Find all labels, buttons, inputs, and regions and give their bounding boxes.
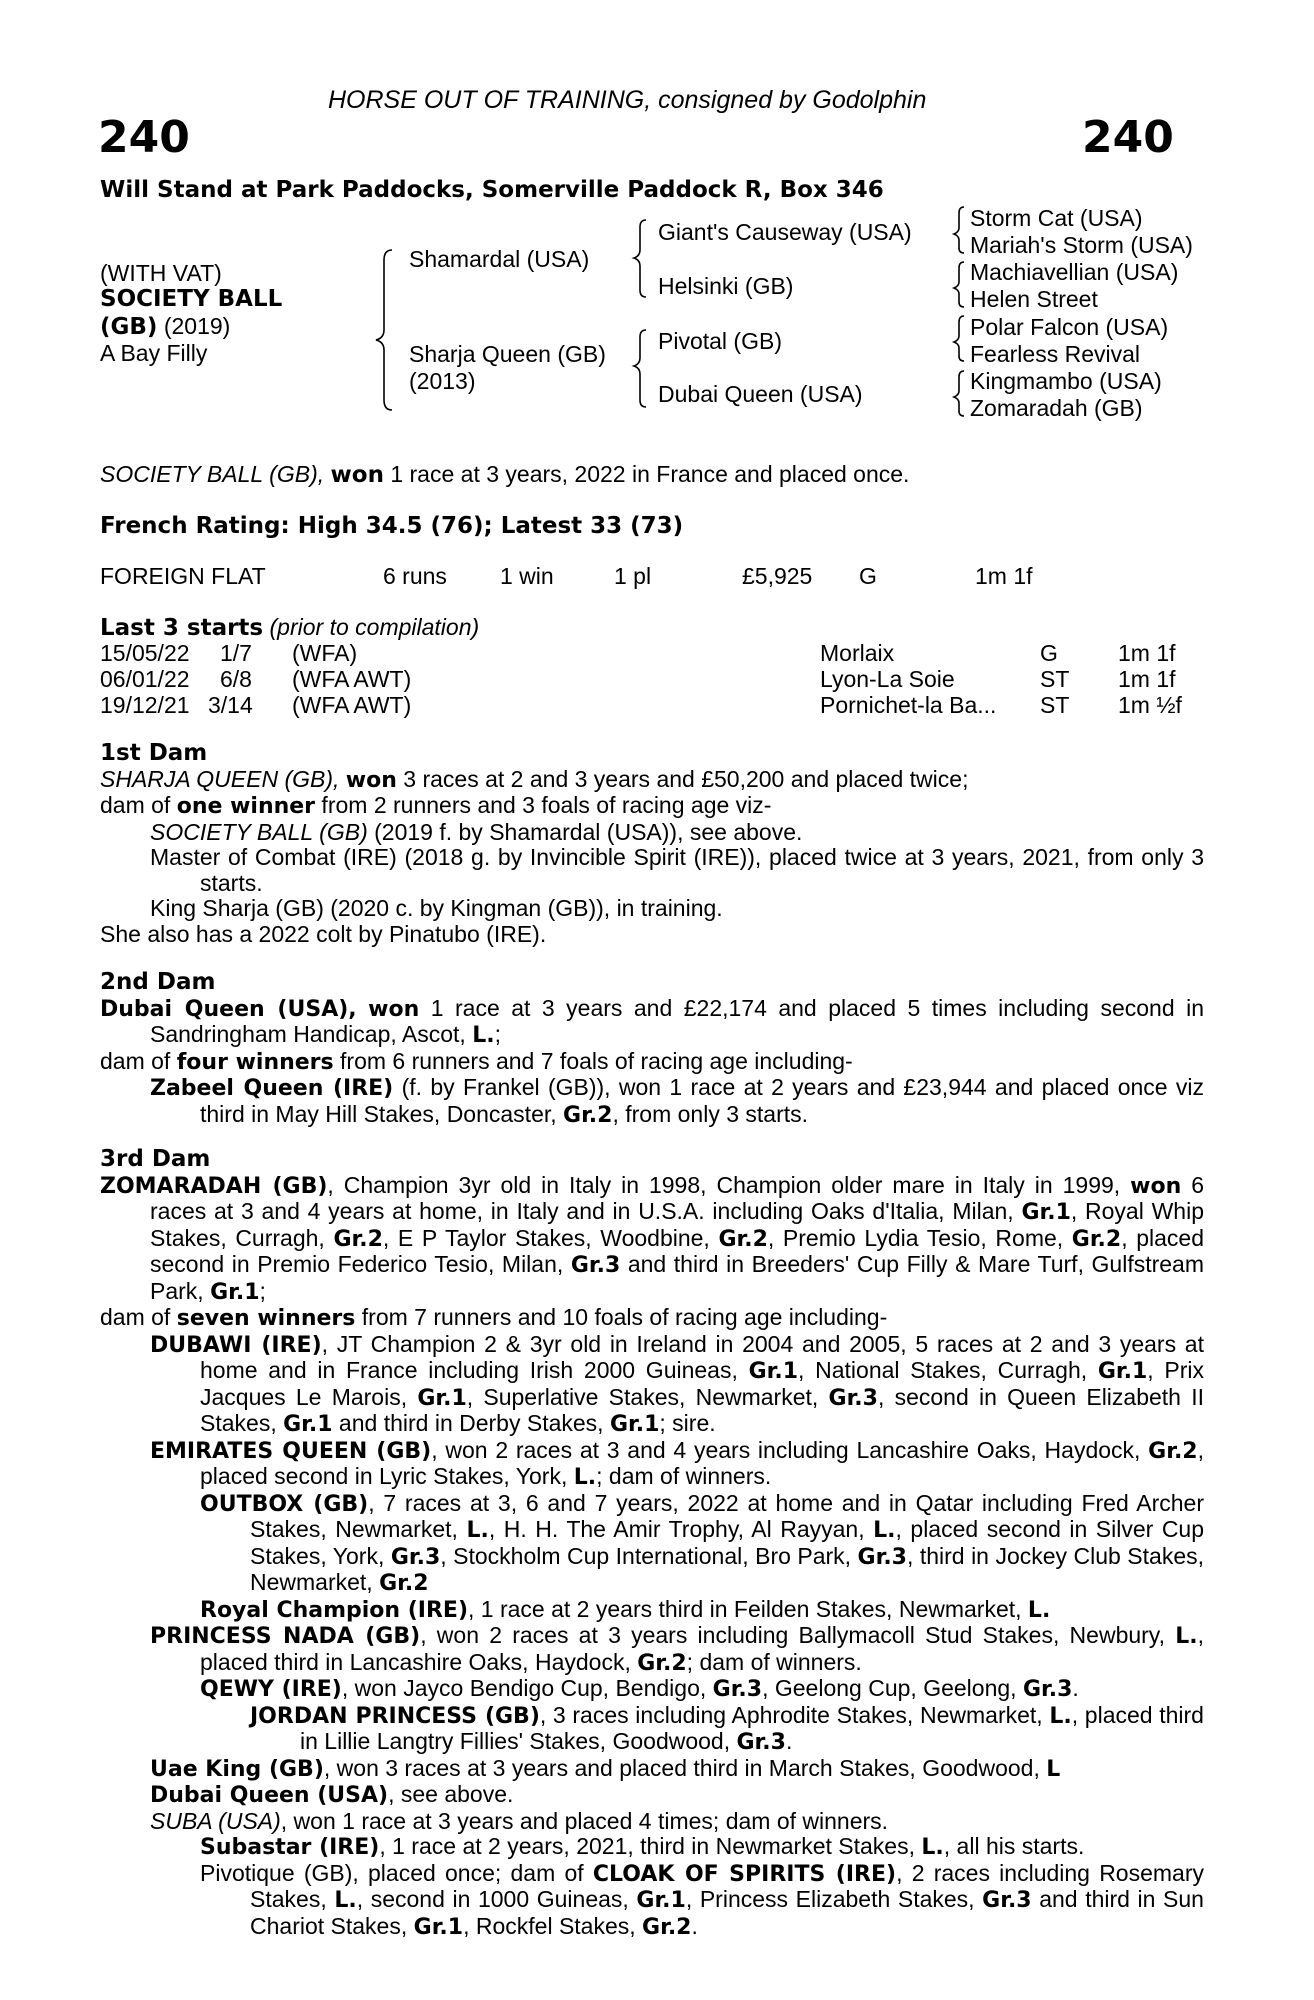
record-wins: 1 win [500,563,554,589]
dam-sire: Pivotal (GB) [658,328,782,354]
dubai-queen-entry: Dubai Queen (USA), see above. [150,1781,514,1808]
royal-champion-entry: Royal Champion (IRE), 1 race at 2 years third in Feilden Stakes, Newmarket, L. [200,1595,1051,1623]
dam-name: Sharja Queen (GB) [409,341,606,367]
vat-label: (WITH VAT) [100,260,222,286]
sire-name: Shamardal (USA) [409,246,590,272]
third-dam-section [100,1147,1204,1940]
sss: Storm Cat (USA) [970,205,1143,231]
summary-name: SOCIETY BALL (GB), [100,461,325,487]
dam-year: (2013) [409,368,476,394]
start-going: G [1040,640,1058,666]
dam-dam: Dubai Queen (USA) [658,381,863,407]
first-dam-progeny-3: King Sharja (GB) (2020 c. by Kingman (GB)), in training. [150,895,723,921]
start-course: Lyon-La Soie [820,666,955,692]
start-date: 19/12/21 [100,692,190,718]
dubawi-entry: DUBAWI (IRE), JT Champion 2 & 3yr old in Ireland in 2004 and 2005, 5 races at 2 and 3 years at home and in France including Irish 2000 Guineas, Gr.1, National Stakes, Curragh, Gr.1, Prix Jacques Le Marois, Gr.1, Superlative Stakes, Newmarket, Gr.3, second in Queen Elizabeth II Stakes, Gr.1 and third in Derby Stakes, Gr.1; sire. [150,1330,1204,1437]
start-distance: 1m ½f [1118,692,1182,718]
start-position: 3/14 [208,692,253,718]
start-type: (WFA AWT) [292,692,412,718]
first-dam-progeny-2: Master of Combat (IRE) (2018 g. by Invincible Spirit (IRE)), placed twice at 3 years, 2021, from only 3 starts. [150,844,1204,896]
start-position: 1/7 [220,640,252,666]
start-course: Morlaix [820,640,895,666]
record-going: G [859,563,877,589]
first-dam-progeny-1: SOCIETY BALL (GB) (2019 f. by Shamardal (USA)), see above. [150,818,803,845]
horse-description: A Bay Filly [100,340,208,366]
horse-country: (GB) [100,314,158,340]
ddd: Zomaradah (GB) [970,395,1143,421]
first-dam-line2: dam of one winner from 2 runners and 3 foals of racing age viz- [100,792,772,819]
start-date: 15/05/22 [100,640,190,666]
start-distance: 1m 1f [1118,640,1176,666]
jordan-princess-entry: JORDAN PRINCESS (GB), 3 races including Aphrodite Stakes, Newmarket, L., placed third in Lillie Langtry Fillies' Stakes, Goodwood, Gr.3. [250,1701,1204,1755]
first-dam-line1: SHARJA QUEEN (GB), won 3 races at 2 and 3 years and £50,200 and placed twice; [100,765,969,793]
dsd: Fearless Revival [970,341,1140,367]
first-dam-heading: 1st Dam [100,740,208,766]
last-starts-title: Last 3 starts [100,615,264,641]
first-dam-section [100,741,1204,947]
last-starts-note: (prior to compilation) [269,614,480,640]
zomaradah-entry: ZOMARADAH (GB), Champion 3yr old in Italy in 1998, Champion older mare in Italy in 1999, won 6 races at 3 and 4 years at home, in Italy and in U.S.A. including Oaks d'Italia, Milan, Gr.1, Royal Whip Stakes, Curragh, Gr.2, E P Taylor Stakes, Woodbine, Gr.2, Premio Lydia Tesio, Rome, Gr.2, placed second in Premio Federico Tesio, Milan, Gr.3 and third in Breeders' Cup Filly & Mare Turf, Gulfstream Park, Gr.1; [100,1171,1205,1305]
consignor-subtitle: HORSE OUT OF TRAINING, consigned by Godolphin [328,86,927,114]
second-dam-line1: Dubai Queen (USA), won 1 race at 3 years and £22,174 and placed 5 times including second in Sandringham Handicap, Ascot, L.; [100,994,1204,1048]
start-distance: 1m 1f [1118,666,1176,692]
sire-sire: Giant's Causeway (USA) [658,219,912,245]
start-going: ST [1040,666,1070,692]
qewy-entry: QEWY (IRE), won Jayco Bendigo Cup, Bendigo, Gr.3, Geelong Cup, Geelong, Gr.3. [200,1675,1079,1702]
summary-rest: 1 race at 3 years, 2022 in France and placed once. [383,461,910,487]
ssd: Mariah's Storm (USA) [970,232,1193,258]
record-earnings: £5,925 [742,563,813,589]
second-dam-line2: dam of four winners from 6 runners and 7 foals of racing age including- [100,1047,853,1075]
horse-year: (2019) [163,313,231,339]
record-runs: 6 runs [383,563,447,589]
start-course: Pornichet-la Ba... [820,692,997,718]
third-dam-heading: 3rd Dam [100,1146,211,1172]
start-type: (WFA) [292,640,358,666]
start-date: 06/01/22 [100,666,190,692]
uae-king-entry: Uae King (GB), won 3 races at 3 years and placed third in March Stakes, Goodwood, L [150,1754,1061,1782]
dss: Polar Falcon (USA) [970,314,1169,340]
race-summary [100,461,909,488]
lot-number-left: 240 [98,112,190,163]
outbox-entry: OUTBOX (GB), 7 races at 3, 6 and 7 years, 2022 at home and in Qatar including Fred Archer Stakes, Newmarket, L., H. H. The Amir Trophy, Al Rayyan, L., placed second in Silver Cup Stakes, York, Gr.3, Stockholm Cup International, Bro Park, Gr.3, third in Jockey Club Stakes, Newmarket, Gr.2 [200,1489,1205,1596]
start-type: (WFA AWT) [292,666,412,692]
stabling-location: Will Stand at Park Paddocks, Somerville Paddock R, Box 346 [100,177,884,203]
second-dam-section [100,970,1204,1128]
zomaradah-dam-of: dam of seven winners from 7 runners and 10 foals of racing age including- [100,1304,888,1331]
princess-nada-entry: PRINCESS NADA (GB), won 2 races at 3 years including Ballymacoll Stud Stakes, Newbury, L., placed third in Lancashire Oaks, Haydock, Gr.2; dam of winners. [150,1622,1204,1676]
sdd: Helen Street [970,286,1098,312]
start-position: 6/8 [220,666,252,692]
record-label: FOREIGN FLAT [100,563,266,589]
record-placed: 1 pl [614,563,652,589]
record-distance: 1m 1f [975,563,1033,589]
first-dam-note: She also has a 2022 colt by Pinatubo (IRE). [100,920,547,947]
sds: Machiavellian (USA) [970,259,1179,285]
lot-number-right: 240 [1082,112,1174,163]
horse-name: SOCIETY BALL [100,286,283,312]
suba-entry: SUBA (USA), won 1 race at 3 years and placed 4 times; dam of winners. [150,1807,889,1834]
pivotique-entry: Pivotique (GB), placed once; dam of CLOAK OF SPIRITS (IRE), 2 races including Rosemary Stakes, L., second in 1000 Guineas, Gr.1, Princess Elizabeth Stakes, Gr.3 and third in Sun Chariot Stakes, Gr.1, Rockfel Stakes, Gr.2. [200,1859,1204,1940]
summary-won: won [330,462,384,488]
subastar-entry: Subastar (IRE), 1 race at 2 years, 2021, third in Newmarket Stakes, L., all his starts. [200,1833,1085,1860]
second-dam-heading: 2nd Dam [100,969,216,995]
second-dam-progeny-1: Zabeel Queen (IRE) (f. by Frankel (GB)), won 1 race at 2 years and £23,944 and placed once viz third in May Hill Stakes, Doncaster, Gr.2, from only 3 starts. [150,1074,1204,1128]
dds: Kingmambo (USA) [970,368,1162,394]
start-going: ST [1040,692,1070,718]
emirates-queen-entry: EMIRATES QUEEN (GB), won 2 races at 3 and 4 years including Lancashire Oaks, Haydock, Gr.2, placed second in Lyric Stakes, York, L.; dam of winners. [150,1436,1204,1490]
sire-dam: Helsinki (GB) [658,273,794,299]
last-starts-heading [100,614,479,641]
french-rating: French Rating: High 34.5 (76); Latest 33 (73) [100,513,684,539]
